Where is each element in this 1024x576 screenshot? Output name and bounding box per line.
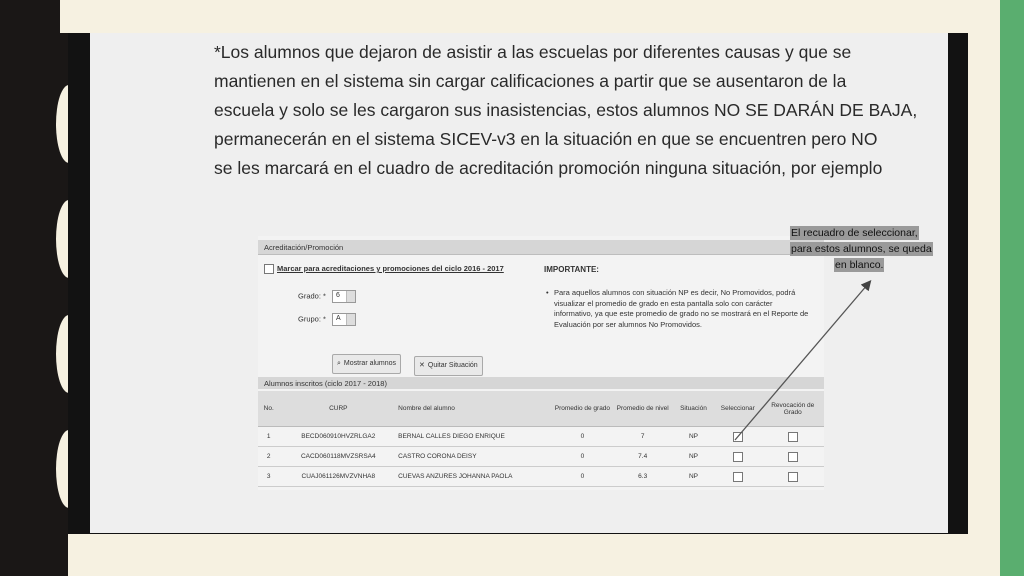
column-header: No.	[258, 391, 279, 427]
section-title: Acreditación/Promoción	[264, 243, 344, 252]
row-curp: CACD060118MVZSRSA4	[279, 447, 397, 467]
annotation-line: en blanco.	[835, 259, 884, 271]
bullet-icon: •	[546, 288, 549, 297]
grupo-label: Grupo:	[298, 314, 321, 324]
quitar-situacion-button[interactable]: ✕ Quitar Situación	[414, 356, 483, 376]
paragraph-line: mantienen en el sistema sin cargar calificaciones a partir que se ausentaron de la	[214, 71, 847, 91]
row-curp: CUAJ061126MVZVNHA8	[279, 467, 397, 487]
importante-text: Para aquellos alumnos con situación NP es decir, No Promovidos, podrá visualizar el promedio de grado en esta pantalla solo con carácter informativo, ya que este promedio de grado no se mostrará en el Reporte de Evaluación por ser alumnos No Promovidos.	[554, 288, 809, 329]
row-situacion: NP	[673, 447, 714, 467]
row-promedio-nivel: 7	[613, 427, 673, 447]
grupo-select[interactable]: A	[332, 313, 356, 326]
annotation-line: para estos alumnos, se queda	[791, 243, 932, 255]
paragraph-line: escuela y solo se les cargaron sus inasistencias, estos alumnos NO SE DARÁN DE BAJA,	[214, 100, 918, 120]
row-promedio-grado: 0	[552, 427, 612, 447]
annotation-line: El recuadro de seleccionar,	[791, 227, 918, 239]
column-header: Nombre del alumno	[397, 391, 552, 427]
column-header: Seleccionar	[714, 391, 761, 427]
row-promedio-nivel: 7.4	[613, 447, 673, 467]
column-header: Revocación de Grado	[761, 391, 824, 427]
grado-field: Grado: * 6	[298, 290, 356, 303]
search-icon: ⌕	[337, 360, 341, 367]
marcar-label: Marcar para acreditaciones y promociones del ciclo 2016 - 2017	[277, 264, 504, 273]
column-header: Situación	[673, 391, 714, 427]
close-icon: ✕	[419, 362, 425, 369]
row-situacion: NP	[673, 467, 714, 487]
row-situacion: NP	[673, 427, 714, 447]
row-number: 1	[258, 427, 279, 447]
grado-label: Grado:	[298, 291, 321, 301]
paragraph-line: permanecerán en el sistema SICEV-v3 en la situación en que se encuentren pero NO	[214, 129, 878, 149]
row-promedio-grado: 0	[552, 467, 612, 487]
alumnos-title: Alumnos inscritos (ciclo 2017 - 2018)	[264, 379, 387, 388]
column-header: Promedio de grado	[552, 391, 612, 427]
mostrar-alumnos-button[interactable]: ⌕ Mostrar alumnos	[332, 354, 401, 374]
row-nombre: CASTRO CORONA DEISY	[397, 447, 552, 467]
row-promedio-nivel: 6.3	[613, 467, 673, 487]
row-promedio-grado: 0	[552, 447, 612, 467]
paragraph-line: *Los alumnos que dejaron de asistir a las escuelas por diferentes causas y que se	[214, 42, 852, 62]
grado-select[interactable]: 6	[332, 290, 356, 303]
row-nombre: BERNAL CALLES DIEGO ENRIQUE	[397, 427, 552, 447]
column-header: CURP	[279, 391, 397, 427]
column-header: Promedio de nivel	[613, 391, 673, 427]
grupo-field: Grupo: * A	[298, 313, 356, 326]
paragraph-line: se les marcará en el cuadro de acreditación promoción ninguna situación, por ejemplo	[214, 158, 883, 178]
row-number: 3	[258, 467, 279, 487]
importante-label: IMPORTANTE:	[544, 265, 599, 274]
row-number: 2	[258, 447, 279, 467]
row-nombre: CUEVAS ANZURES JOHANNA PAOLA	[397, 467, 552, 487]
row-curp: BECD060910HVZRLGA2	[279, 427, 397, 447]
